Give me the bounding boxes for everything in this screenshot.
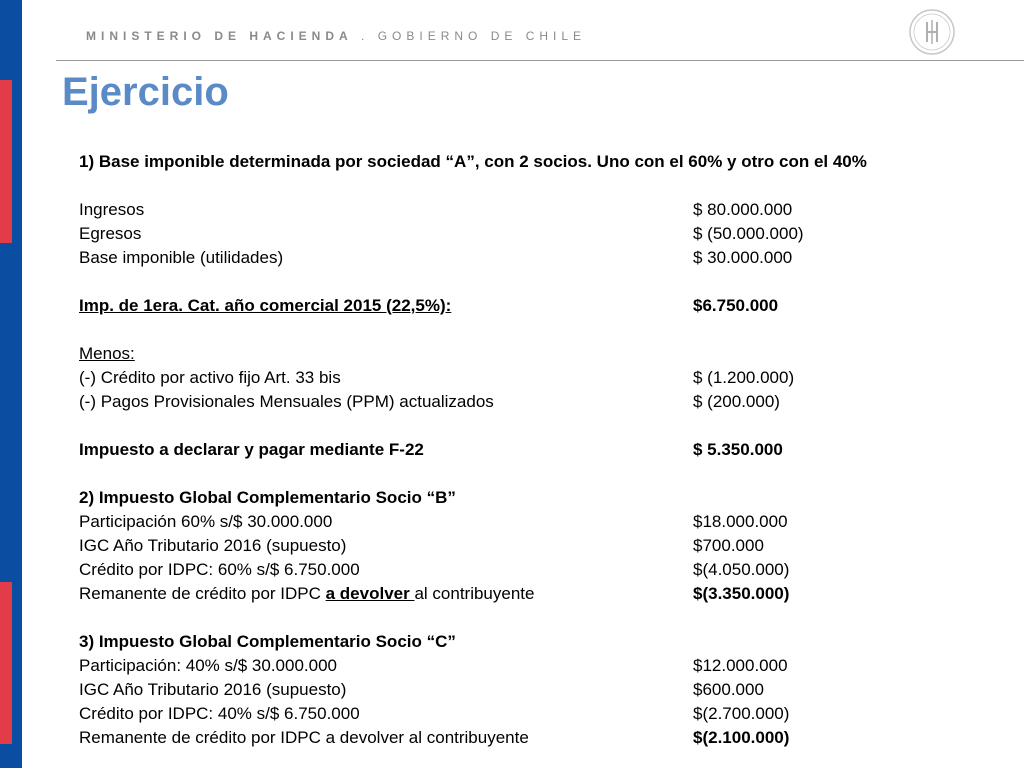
line-item-label: Crédito por IDPC: 40% s/$ 6.750.000 [79,704,360,723]
tax-to-pay-label: Impuesto a declarar y pagar mediante F-22 [79,440,424,459]
line-item-value: $(4.050.000) [693,560,790,579]
line-item-label: Participación: 40% s/$ 30.000.000 [79,656,338,675]
header-text [86,29,586,43]
exercise-content [79,150,979,750]
remainder-text-post: al contribuyente [414,584,535,603]
section2-heading: 2) Impuesto Global Complementario Socio “B” [79,488,456,507]
section3-heading: 3) Impuesto Global Complementario Socio “C” [79,632,456,651]
deduction-value: $ (200.000) [693,392,780,411]
first-category-tax-label: Imp. de 1era. Cat. año comercial 2015 (22,5%): [79,296,452,315]
line-item [79,654,979,678]
deduction-label: (-) Pagos Provisionales Mensuales (PPM) actualizados [79,392,494,411]
section3-remainder-row [79,726,979,750]
left-red-bar-bottom [0,582,12,744]
line-item [79,198,979,222]
left-red-bar-top [0,80,12,243]
line-item [79,222,979,246]
spacer [79,606,979,630]
line-item-value: $ 30.000.000 [693,248,793,267]
spacer [79,462,979,486]
line-item [79,558,979,582]
section1-heading-row [79,150,979,174]
spacer [79,318,979,342]
line-item [79,678,979,702]
line-item [79,534,979,558]
header-separator: . [352,29,378,43]
line-item-label: Participación 60% s/$ 30.000.000 [79,512,333,531]
page-title: Ejercicio [62,70,229,114]
line-item [79,246,979,270]
line-item-value: $ (50.000.000) [693,224,804,243]
header-ministry: MINISTERIO DE HACIENDA [86,29,353,43]
deduction-item [79,366,979,390]
spacer [79,270,979,294]
header-government: GOBIERNO DE CHILE [377,29,587,43]
less-row [79,342,979,366]
section3-remainder-label: Remanente de crédito por IDPC a devolver al contribuyente [79,728,529,747]
line-item-label: IGC Año Tributario 2016 (supuesto) [79,536,347,555]
spacer [79,414,979,438]
line-item-value: $700.000 [693,536,764,555]
line-item-label: Base imponible (utilidades) [79,248,284,267]
section1-heading: 1) Base imponible determinada por sociedad “A”, con 2 socios. Uno con el 60% y otro con el 40% [79,152,867,171]
section3-heading-row [79,630,979,654]
line-item-label: IGC Año Tributario 2016 (supuesto) [79,680,347,699]
section2-remainder-row [79,582,979,606]
government-seal-icon [908,8,956,56]
section2-remainder-label [79,582,534,606]
deduction-label: (-) Crédito por activo fijo Art. 33 bis [79,368,341,387]
remainder-text-pre: Remanente de crédito por IDPC [79,584,326,603]
line-item-label: Ingresos [79,200,145,219]
line-item-label: Crédito por IDPC: 60% s/$ 6.750.000 [79,560,360,579]
line-item-value: $ 80.000.000 [693,200,793,219]
less-label: Menos: [79,344,135,363]
tax-to-pay-row [79,438,979,462]
line-item-value: $18.000.000 [693,512,788,531]
line-item-value: $(2.700.000) [693,704,790,723]
remainder-text-emphasis: a devolver [325,584,415,603]
line-item-value: $12.000.000 [693,656,788,675]
first-category-tax-row [79,294,979,318]
header-divider [56,60,1024,61]
line-item-label: Egresos [79,224,142,243]
line-item [79,702,979,726]
section2-heading-row [79,486,979,510]
tax-to-pay-value: $ 5.350.000 [693,440,783,459]
deduction-value: $ (1.200.000) [693,368,795,387]
deduction-item [79,390,979,414]
section2-remainder-value: $(3.350.000) [693,584,790,603]
spacer [79,174,979,198]
line-item [79,510,979,534]
line-item-value: $600.000 [693,680,764,699]
first-category-tax-value: $6.750.000 [693,296,779,315]
section3-remainder-value: $(2.100.000) [693,728,790,747]
